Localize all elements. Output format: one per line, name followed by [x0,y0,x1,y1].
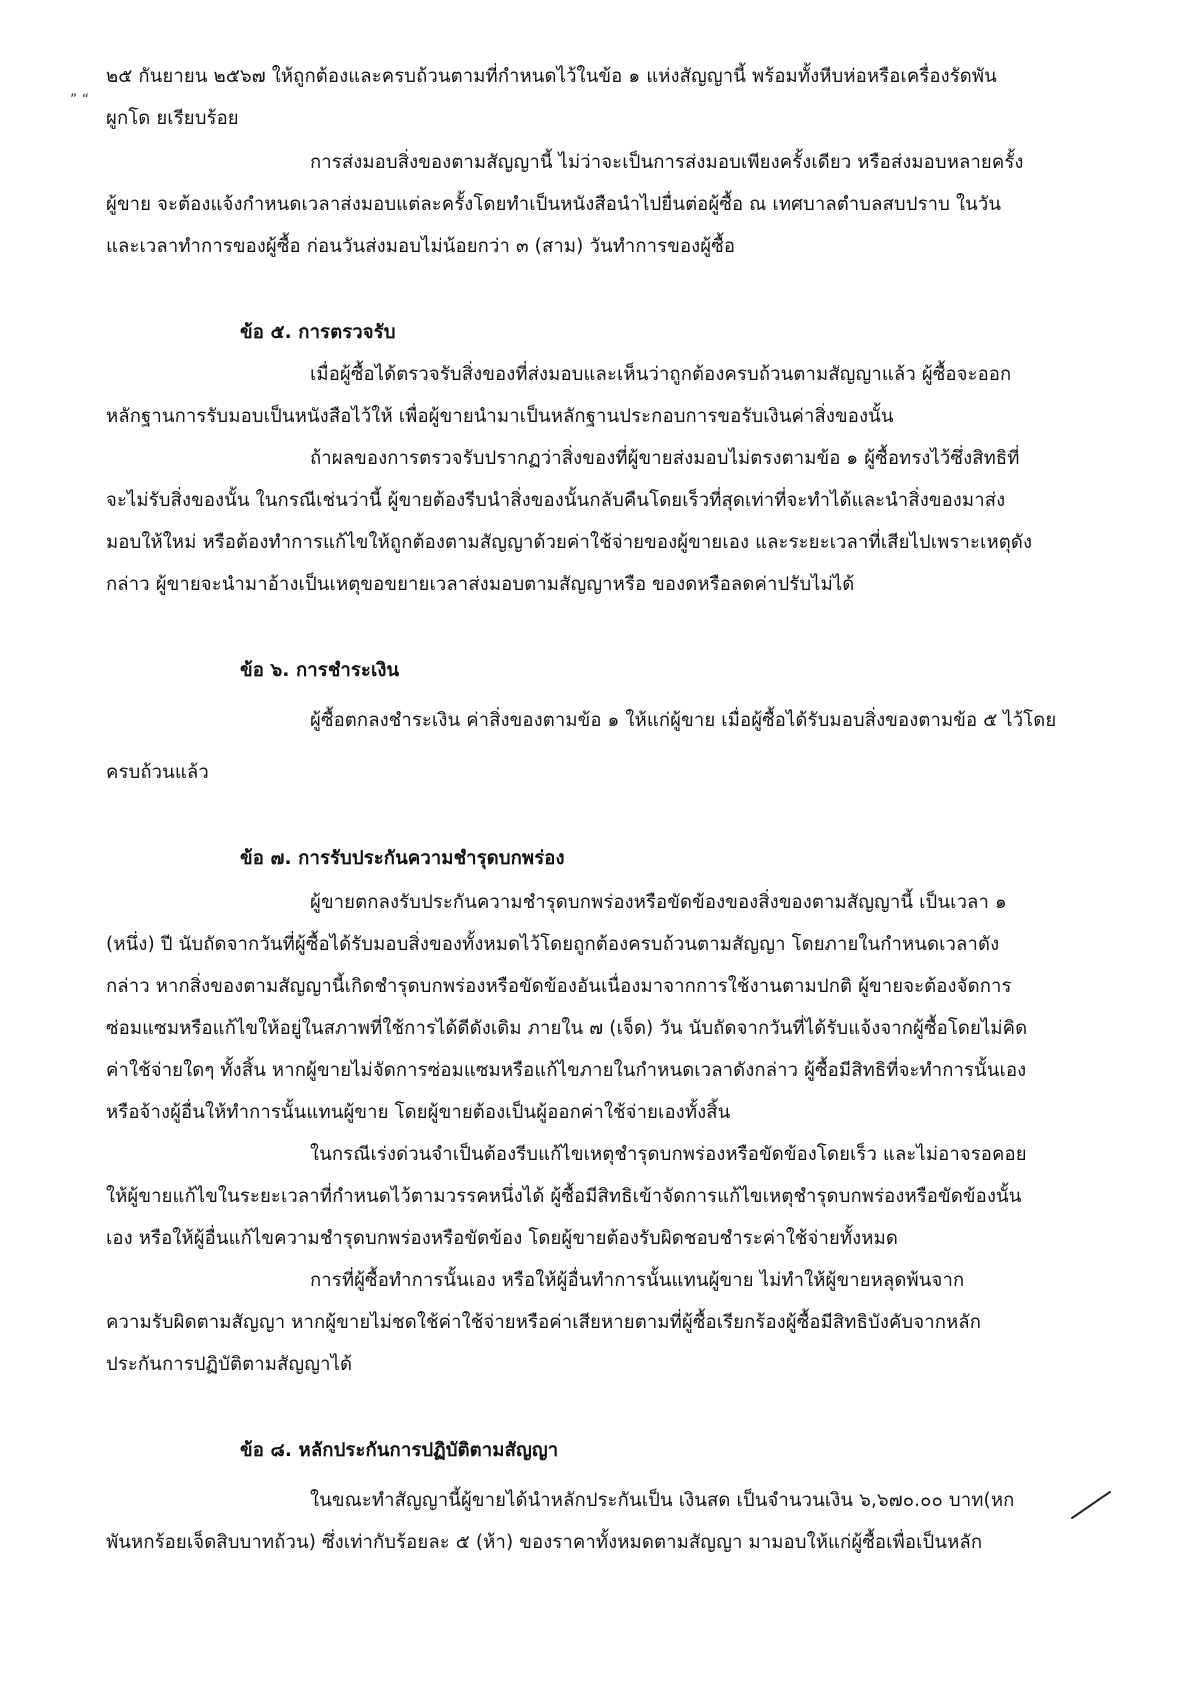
section-heading-8: ข้อ ๘. หลักประกันการปฏิบัติตามสัญญา [240,1440,559,1461]
text-line: กล่าว หากสิ่งของตามสัญญานี้เกิดชำรุดบกพร่องหรือขัดข้องอันเนื่องมาจากการใช้งานตามปกติ ผู้ขายจะต้องจัดการ [106,976,1012,997]
stray-marks: ” “ [70,92,89,108]
text-line: (หนึ่ง) ปี นับถัดจากวันที่ผู้ซื้อได้รับมอบสิ่งของทั้งหมดไว้โดยถูกต้องครบถ้วนตามสัญญา โดยภายในกำหนดเวลาดัง [106,934,1000,955]
text-line: ประกันการปฏิบัติตามสัญญาได้ [106,1354,353,1375]
text-line: การที่ผู้ซื้อทำการนั้นเอง หรือให้ผู้อื่นทำการนั้นแทนผู้ขาย ไม่ทำให้ผู้ขายหลุดพ้นจาก [310,1270,965,1291]
text-line: เมื่อผู้ซื้อได้ตรวจรับสิ่งของที่ส่งมอบและเห็นว่าถูกต้องครบถ้วนตามสัญญาแล้ว ผู้ซื้อจะออก [310,364,1012,385]
text-line: ซ่อมแซมหรือแก้ไขให้อยู่ในสภาพที่ใช้การได้ดีดังเดิม ภายใน ๗ (เจ็ด) วัน นับถัดจากวันที่ได้รับแจ้งจากผู้ซื้อโดยไม่คิด [106,1018,1028,1039]
text-line: ผู้ซื้อตกลงชำระเงิน ค่าสิ่งของตามข้อ ๑ ให้แก่ผู้ขาย เมื่อผู้ซื้อได้รับมอบสิ่งของตามข้อ ๕ ไว้โดย [310,710,1057,731]
text-line: หลักฐานการรับมอบเป็นหนังสือไว้ให้ เพื่อผู้ขายนำมาเป็นหลักฐานประกอบการขอรับเงินค่าสิ่งของนั้น [106,406,894,427]
text-line: จะไม่รับสิ่งของนั้น ในกรณีเช่นว่านี้ ผู้ขายต้องรีบนำสิ่งของนั้นกลับคืนโดยเร็วที่สุดเท่าที่จะทำได้และนำสิ่งของมาส่ง [106,490,1006,511]
section-heading-6: ข้อ ๖. การชำระเงิน [240,660,400,681]
text-line: หรือจ้างผู้อื่นให้ทำการนั้นแทนผู้ขาย โดยผู้ขายต้องเป็นผู้ออกค่าใช้จ่ายเองทั้งสิ้น [106,1102,731,1123]
text-line: ผู้ขายตกลงรับประกันความชำรุดบกพร่องหรือขัดข้องของสิ่งของตามสัญญานี้ เป็นเวลา ๑ [310,892,1007,913]
section-heading-5: ข้อ ๕. การตรวจรับ [240,322,396,343]
section-heading-7: ข้อ ๗. การรับประกันความชำรุดบกพร่อง [240,848,565,869]
text-line: เอง หรือให้ผู้อื่นแก้ไขความชำรุดบกพร่องหรือขัดข้อง โดยผู้ขายต้องรับผิดชอบชำระค่าใช้จ่ายทั้งหมด [106,1228,899,1249]
text-line: ครบถ้วนแล้ว [106,762,209,783]
text-line: ความรับผิดตามสัญญา หากผู้ขายไม่ชดใช้ค่าใช้จ่ายหรือค่าเสียหายตามที่ผู้ซื้อเรียกร้องผู้ซื้อมีสิทธิบังคับจากหลัก [106,1312,982,1333]
text-line: มอบให้ใหม่ หรือต้องทำการแก้ไขให้ถูกต้องตามสัญญาด้วยค่าใช้จ่ายของผู้ขายเอง และระยะเวลาที่เสียไปเพราะเหตุดัง [106,532,1033,553]
text-line: ๒๕ กันยายน ๒๕๖๗ ให้ถูกต้องและครบถ้วนตามที่กำหนดไว้ในข้อ ๑ แห่งสัญญานี้ พร้อมทั้งหีบห่อหรือเครื่องรัดพัน [106,66,997,87]
text-line: ผูกโด ยเรียบร้อย [106,108,239,129]
handwritten-stroke-icon [1068,1488,1114,1522]
text-line: ค่าใช้จ่ายใดๆ ทั้งสิ้น หากผู้ขายไม่จัดการซ่อมแซมหรือแก้ไขภายในกำหนดเวลาดังกล่าว ผู้ซื้อมีสิทธิที่จะทำการนั้นเอง [106,1060,1027,1081]
text-line: ผู้ขาย จะต้องแจ้งกำหนดเวลาส่งมอบแต่ละครั้งโดยทำเป็นหนังสือนำไปยื่นต่อผู้ซื้อ ณ เทศบาลตำบลสบปราบ ในวัน [106,194,1002,215]
text-line: ในกรณีเร่งด่วนจำเป็นต้องรีบแก้ไขเหตุชำรุดบกพร่องหรือขัดข้องโดยเร็ว และไม่อาจรอคอย [310,1144,1027,1165]
text-line: กล่าว ผู้ขายจะนำมาอ้างเป็นเหตุขอขยายเวลาส่งมอบตามสัญญาหรือ ของดหรือลดค่าปรับไม่ได้ [106,574,855,595]
text-line: ให้ผู้ขายแก้ไขในระยะเวลาที่กำหนดไว้ตามวรรคหนึ่งได้ ผู้ซื้อมีสิทธิเข้าจัดการแก้ไขเหตุชำรุดบกพร่องหรือขัดข้องนั้น [106,1186,1022,1207]
text-line: การส่งมอบสิ่งของตามสัญญานี้ ไม่ว่าจะเป็นการส่งมอบเพียงครั้งเดียว หรือส่งมอบหลายครั้ง [310,152,1024,173]
text-line: พันหกร้อยเจ็ดสิบบาทถ้วน) ซึ่งเท่ากับร้อยละ ๕ (ห้า) ของราคาทั้งหมดตามสัญญา มามอบให้แก่ผู้ซื้อเพื่อเป็นหลัก [106,1532,983,1553]
text-line: ถ้าผลของการตรวจรับปรากฏว่าสิ่งของที่ผู้ขายส่งมอบไม่ตรงตามข้อ ๑ ผู้ซื้อทรงไว้ซึ่งสิทธิที่ [310,448,1020,469]
text-line: ในขณะทำสัญญานี้ผู้ขายได้นำหลักประกันเป็น เงินสด เป็นจำนวนเงิน ๖,๖๗๐.๐๐ บาท(หก [310,1490,1015,1511]
text-line: และเวลาทำการของผู้ซื้อ ก่อนวันส่งมอบไม่น้อยกว่า ๓ (สาม) วันทำการของผู้ซื้อ [106,236,736,257]
